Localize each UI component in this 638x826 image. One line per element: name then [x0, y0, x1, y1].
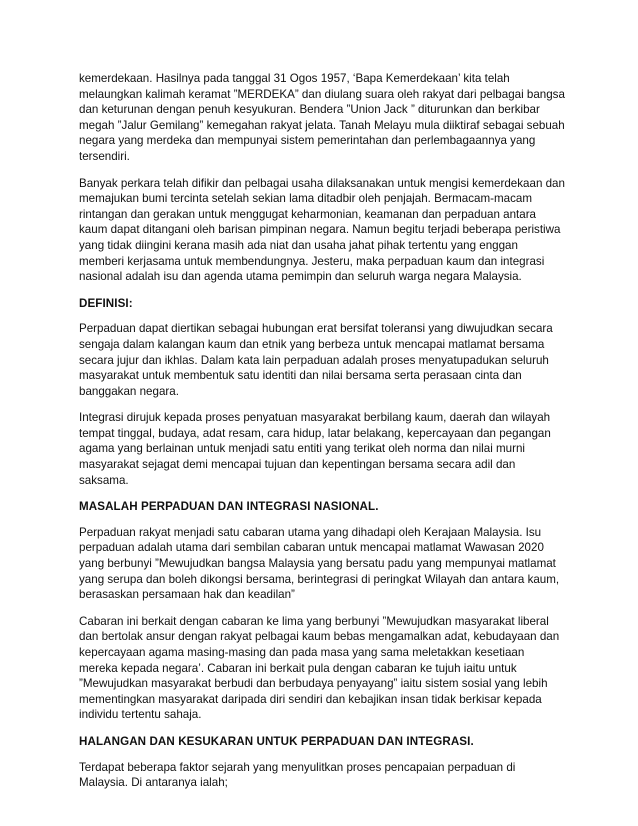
document-page	[79, 71, 565, 802]
paragraph-cabaran-berkait: Cabaran ini berkait dengan cabaran ke lima yang berbunyi ”Mewujudkan masyarakat liberal dan bertolak ansur dengan rakyat pelbagai kaum bebas mengamalkan adat, kebudayaan dan kepercayaan agama masing-masing dan pada masa yang sama meletakkan kesetiaan mereka kepada negara’. Cabaran ini berkait pula dengan cabaran ke tujuh iaitu untuk ”Mewujudkan masyarakat berbudi dan berbudaya penyayang” iaitu sistem sosial yang lebih mementingkan masyarakat daripada diri sendiri dan kebajikan insan tidak berkisar kepada individu tertentu sahaja.	[79, 614, 560, 722]
paragraph-kemerdekaan: kemerdekaan. Hasilnya pada tanggal 31 Ogos 1957, ‘Bapa Kemerdekaan’ kita telah melaungkan kalimah keramat ”MERDEKA” dan diulang suara oleh rakyat dari pelbagai bangsa dan keturunan dengan penuh kesyukuran. Bendera ”Union Jack ” diturunkan dan berkibar megah ”Jalur Gemilang” kemegahan rakyat jelata. Tanah Melayu mula diiktiraf sebagai sebuah negara yang merdeka dan mempunyai sistem pemerintahan dan perlembagaannya yang tersendiri.	[79, 72, 565, 163]
heading-halangan: HALANGAN DAN KESUKARAN UNTUK PERPADUAN DAN INTEGRASI.	[79, 734, 474, 748]
heading-masalah: MASALAH PERPADUAN DAN INTEGRASI NASIONAL.	[79, 500, 379, 514]
paragraph-cabaran-utama: Perpaduan rakyat menjadi satu cabaran utama yang dihadapi oleh Kerajaan Malaysia. Isu perpaduan adalah utama dari sembilan cabaran untuk mencapai matlamat Wawasan 2020 yang berbunyi ”Mewujudkan bangsa Malaysia yang bersatu padu yang mempunyai matlamat yang serupa dan boleh dikongsi bersama, berintegrasi di peringkat Wilayah dan antara kaum, berasaskan persamaan hak dan keadilan”	[79, 525, 560, 602]
paragraph-integrasi-definition: Integrasi dirujuk kepada proses penyatuan masyarakat berbilang kaum, daerah dan wilayah tempat tinggal, budaya, adat resam, cara hidup, latar belakang, kepercayaan dan pegangan agama yang berlainan untuk menjadi satu entiti yang terikat oleh norma dan nilai murni masyarakat sejagat demi mencapai tujuan dan kepentingan bersama secara adil dan saksama.	[79, 411, 551, 487]
paragraph-usaha: Banyak perkara telah difikir dan pelbagai usaha dilaksanakan untuk mengisi kemerdekaan dan memajukan bumi tercinta setelah sekian lama ditadbir oleh penjajah. Bermacam-macam rintangan dan gerakan untuk menggugat keharmonian, keamanan dan perpaduan antara kaum dapat ditangani oleh barisan pimpinan negara. Namun begitu terjadi beberapa peristiwa yang tidak diingini kerana masih ada niat dan usaha jahat pihak tertentu yang enggan memberi kerjasama untuk membendungnya. Jesteru, maka perpaduan kaum dan integrasi nasional adalah isu dan agenda utama pemimpin dan seluruh warga negara Malaysia.	[79, 176, 565, 284]
heading-definisi: DEFINISI:	[79, 296, 133, 310]
paragraph-perpaduan-definition: Perpaduan dapat diertikan sebagai hubungan erat bersifat toleransi yang diwujudkan secara sengaja dalam kalangan kaum dan etnik yang berbeza untuk mencapai matlamat bersama secara jujur dan ikhlas. Dalam kata lain perpaduan adalah proses menyatupadukan seluruh masyarakat untuk membentuk satu identiti dan nilai bersama serta perasaan cinta dan banggakan negara.	[79, 322, 553, 398]
paragraph-faktor-sejarah: Terdapat beberapa faktor sejarah yang menyulitkan proses pencapaian perpaduan di Malaysia. Di antaranya ialah;	[79, 760, 516, 790]
